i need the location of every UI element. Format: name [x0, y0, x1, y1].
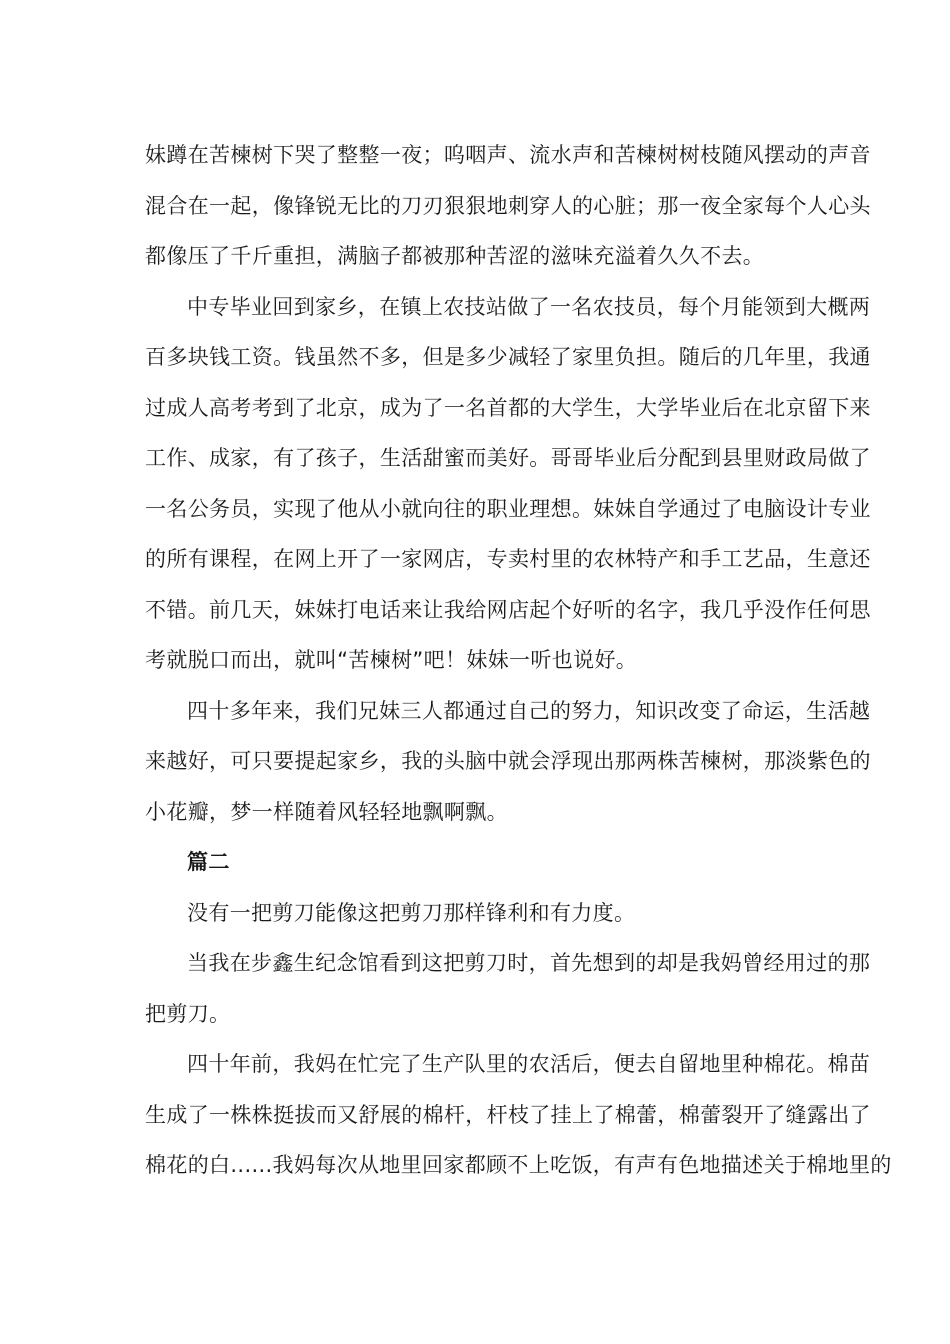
paragraph-scissors-intro — [145, 888, 810, 939]
text-line: 都像压了千斤重担，满脑子都被那种苦涩的滋味充溢着久久不去。 — [145, 244, 765, 268]
paragraph-memorial — [145, 938, 871, 1039]
text-line: 不错。前几天，妹妹打电话来让我给网店起个好听的名字，我几乎没作任何思 — [145, 597, 871, 622]
text-line: 妹蹲在苦楝树下哭了整整一夜；呜咽声、流水声和苦楝树树枝随风摆动的声音 — [145, 143, 871, 167]
heading-text: 篇二 — [187, 850, 230, 874]
text-line: 的所有课程，在网上开了一家网店，专卖村里的农林特产和手工艺品，生意还 — [145, 547, 871, 571]
text-line: 百多块钱工资。钱虽然不多，但是多少减轻了家里负担。随后的几年里，我通 — [145, 345, 871, 369]
text-line: 四十多年来，我们兄妹三人都通过自己的努力，知识改变了命运，生活越 — [187, 698, 871, 723]
document-body — [145, 130, 892, 1191]
text-line: 过成人高考考到了北京，成为了一名首都的大学生，大学毕业后在北京留下来 — [145, 395, 871, 420]
text-line: 来越好，可只要提起家乡，我的头脑中就会浮现出那两株苦楝树，那淡紫色的 — [145, 749, 871, 773]
paragraph-forty-years — [145, 686, 871, 838]
text-line: 工作、成家，有了孩子，生活甜蜜而美好。哥哥毕业后分配到县里财政局做了 — [145, 446, 871, 470]
text-line: 没有一把剪刀能像这把剪刀那样锋利和有力度。 — [187, 900, 636, 925]
text-line: 中专毕业回到家乡，在镇上农技站做了一名农技员，每个月能领到大概两 — [187, 294, 871, 319]
text-line: 小花瓣，梦一样随着风轻轻地飘啊飘。 — [145, 799, 508, 824]
paragraph-continuation — [145, 130, 871, 282]
text-line: 棉花的白......我妈每次从地里回家都顾不上吃饭，有声有色地描述关于棉地里的 — [145, 1153, 892, 1177]
paragraph-graduation — [145, 282, 871, 686]
paragraph-cotton — [145, 1039, 892, 1191]
text-line: 当我在步鑫生纪念馆看到这把剪刀时，首先想到的却是我妈曾经用过的那 — [187, 951, 871, 975]
section-heading — [145, 837, 810, 888]
text-line: 四十年前，我妈在忙完了生产队里的农活后，便去自留地里种棉花。棉苗 — [187, 1052, 871, 1076]
text-line: 生成了一株株挺拔而又舒展的棉杆，杆枝了挂上了棉蕾，棉蕾裂开了缝露出了 — [145, 1102, 871, 1127]
text-line: 混合在一起，像锋锐无比的刀刃狠狠地刺穿人的心脏；那一夜全家每个人心头 — [145, 193, 871, 218]
text-line: 一名公务员，实现了他从小就向往的职业理想。妹妹自学通过了电脑设计专业 — [145, 496, 871, 521]
text-line: 考就脱口而出，就叫“苦楝树”吧！妹妹一听也说好。 — [145, 648, 638, 672]
text-line: 把剪刀。 — [145, 1001, 231, 1026]
